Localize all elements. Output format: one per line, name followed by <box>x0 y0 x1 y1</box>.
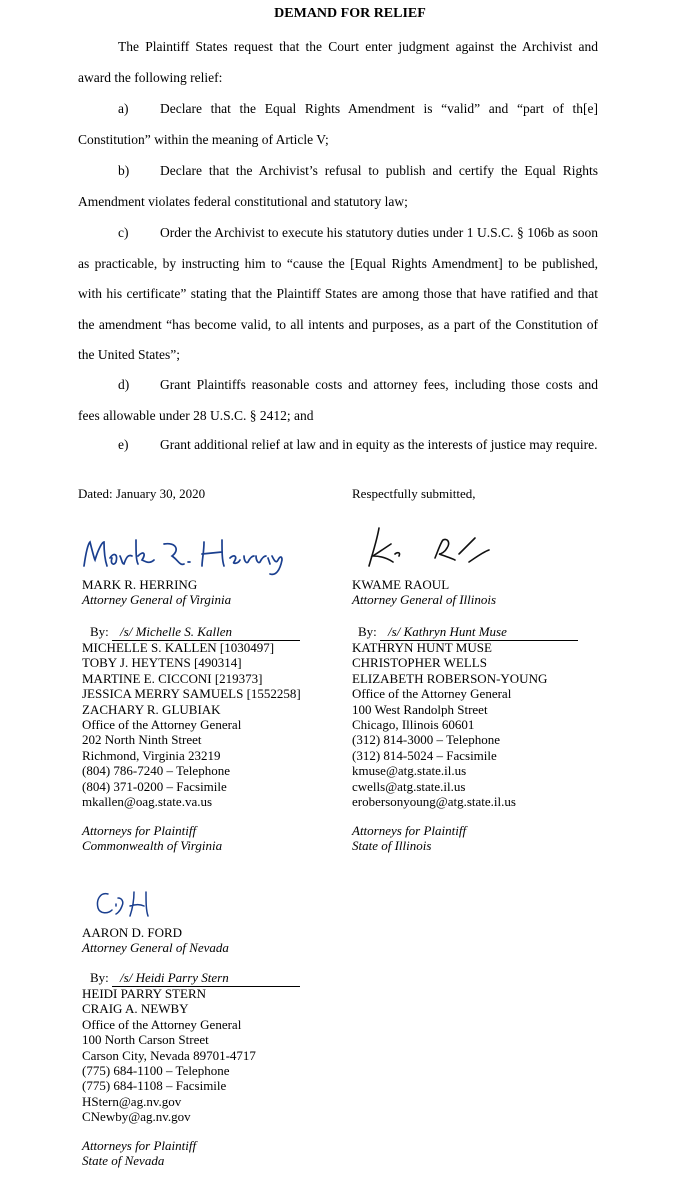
counsel-email: HStern@ag.nv.gov <box>82 1093 182 1109</box>
ag-title: Attorney General of Nevada <box>82 940 229 956</box>
counsel-email: kmuse@atg.state.il.us <box>352 763 467 779</box>
ag-name: MARK R. HERRING <box>82 577 198 592</box>
ag-name: AARON D. FORD <box>82 925 183 940</box>
virginia-by-line <box>90 624 300 641</box>
item-text: Order the Archivist to execute his statutory duties under 1 U.S.C. § 106b as soon as practicable, by instructing him to “cause the [Equal Rights Amendment] to be published, with his certificate” stating that the Plaintiff States are among those that have ratified and that the amendment “has become valid, to all intents and purposes, as a part of the Constitution of the United States”; <box>78 225 598 362</box>
item-text: Declare that the Equal Rights Amendment is “valid” and “part of th[e] Constitution” within the meaning of Article V; <box>78 101 598 147</box>
item-label: c) <box>118 225 129 240</box>
virginia-ag-block <box>82 577 231 608</box>
counsel-line: TOBY J. HEYTENS [490314] <box>82 655 242 671</box>
by-label: By: <box>90 624 109 639</box>
counsel-line: (312) 814-5024 – Facsimile <box>352 747 497 763</box>
relief-item-a <box>78 94 598 155</box>
item-label: a) <box>118 101 129 116</box>
counsel-line: (775) 684-1100 – Telephone <box>82 1063 230 1079</box>
item-text: Grant Plaintiffs reasonable costs and attorney fees, including those costs and fees allowable under 28 U.S.C. § 2412; and <box>78 377 598 423</box>
counsel-line: 100 North Carson Street <box>82 1032 209 1048</box>
intro-text: The Plaintiff States request that the Court enter judgment against the Archivist and award the following relief: <box>78 39 598 85</box>
counsel-line: Richmond, Virginia 23219 <box>82 747 221 763</box>
counsel-email: mkallen@oag.state.va.us <box>82 794 213 810</box>
counsel-line: CRAIG A. NEWBY <box>82 1001 189 1017</box>
nevada-ag-block <box>82 925 229 956</box>
counsel-line: JESSICA MERRY SAMUELS [1552258] <box>82 686 301 702</box>
counsel-line: Office of the Attorney General <box>352 686 512 702</box>
item-text: Grant additional relief at law and in equity as the interests of justice may require. <box>160 437 598 452</box>
nevada-signature-field: /s/ Heidi Parry Stern <box>112 970 300 987</box>
page-title: DEMAND FOR RELIEF <box>274 6 426 21</box>
illinois-signature-field: /s/ Kathryn Hunt Muse <box>380 624 578 641</box>
counsel-line: 202 North Ninth Street <box>82 732 202 748</box>
counsel-line: 100 West Randolph Street <box>352 701 488 717</box>
counsel-email: CNewby@ag.nv.gov <box>82 1109 191 1125</box>
raoul-signature <box>355 522 505 572</box>
client-name: State of Illinois <box>352 838 432 854</box>
item-label: b) <box>118 163 130 178</box>
counsel-line: (804) 786-7240 – Telephone <box>82 763 230 779</box>
herring-signature <box>80 530 290 578</box>
ag-title: Attorney General of Illinois <box>352 592 497 608</box>
counsel-line: KATHRYN HUNT MUSE <box>352 640 492 655</box>
nevada-by-line <box>90 970 300 987</box>
item-label: d) <box>118 377 130 392</box>
counsel-line: (312) 814-3000 – Telephone <box>352 732 500 748</box>
nevada-attorneys-for <box>82 1138 196 1169</box>
virginia-signature-field: /s/ Michelle S. Kallen <box>112 624 300 641</box>
attorneys-for-label: Attorneys for Plaintiff <box>82 1138 197 1153</box>
ag-name: KWAME RAOUL <box>352 577 450 592</box>
counsel-line: ELIZABETH ROBERSON-YOUNG <box>352 670 548 686</box>
illinois-attorneys-for <box>352 823 466 854</box>
counsel-line: Office of the Attorney General <box>82 1016 242 1032</box>
illinois-by-line <box>358 624 578 641</box>
counsel-line: (775) 684-1108 – Facsimile <box>82 1078 227 1094</box>
counsel-line: ZACHARY R. GLUBIAK <box>82 701 221 717</box>
counsel-line: MICHELLE S. KALLEN [1030497] <box>82 640 275 655</box>
illinois-ag-block <box>352 577 496 608</box>
counsel-line: HEIDI PARRY STERN <box>82 986 207 1001</box>
counsel-line: Office of the Attorney General <box>82 717 242 733</box>
nevada-counsel-block <box>82 986 256 1125</box>
relief-item-b <box>78 156 598 217</box>
item-text: Declare that the Archivist’s refusal to publish and certify the Equal Rights Amendment violates federal constitutional and statutory law; <box>78 163 598 209</box>
attorneys-for-label: Attorneys for Plaintiff <box>352 823 467 838</box>
counsel-line: Carson City, Nevada 89701-4717 <box>82 1047 256 1063</box>
client-name: State of Nevada <box>82 1153 165 1169</box>
relief-item-e <box>78 430 598 461</box>
virginia-counsel-block <box>82 640 301 809</box>
counsel-email: cwells@atg.state.il.us <box>352 778 466 794</box>
ag-title: Attorney General of Virginia <box>82 592 232 608</box>
counsel-line: Chicago, Illinois 60601 <box>352 717 475 733</box>
virginia-attorneys-for <box>82 823 222 854</box>
item-label: e) <box>118 437 129 452</box>
ford-signature <box>90 884 180 924</box>
by-label: By: <box>90 970 109 985</box>
relief-item-c <box>78 218 598 371</box>
intro-paragraph <box>78 32 598 93</box>
counsel-line: MARTINE E. CICCONI [219373] <box>82 670 263 686</box>
attorneys-for-label: Attorneys for Plaintiff <box>82 823 197 838</box>
by-label: By: <box>358 624 377 639</box>
counsel-line: (804) 371-0200 – Facsimile <box>82 778 227 794</box>
relief-item-d <box>78 370 598 431</box>
counsel-email: erobersonyoung@atg.state.il.us <box>352 794 516 810</box>
respectfully-submitted: Respectfully submitted, <box>352 486 476 501</box>
counsel-line: CHRISTOPHER WELLS <box>352 655 487 671</box>
client-name: Commonwealth of Virginia <box>82 838 223 854</box>
dated-line: Dated: January 30, 2020 <box>78 486 206 501</box>
illinois-counsel-block <box>352 640 547 809</box>
